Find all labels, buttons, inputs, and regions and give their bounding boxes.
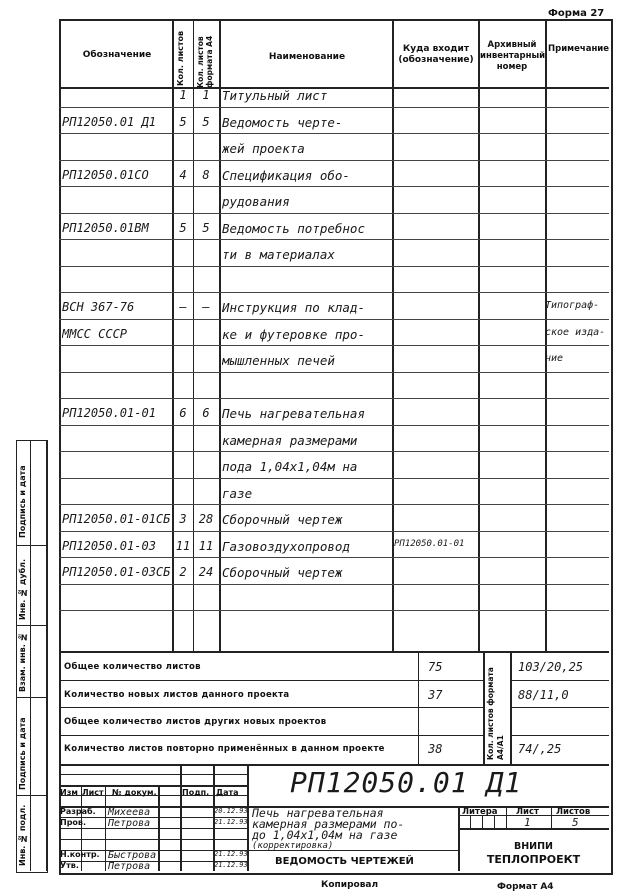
row-line — [59, 610, 609, 611]
cell-designation: РП12050.01-03СБ — [62, 565, 171, 579]
cell-designation: РП12050.01-01СБ — [62, 512, 171, 526]
cell-designation: ММСС СССР — [62, 326, 128, 341]
sheets-label: Листов — [556, 807, 591, 817]
footer-copied: Копировал — [321, 880, 379, 890]
row-line — [59, 584, 609, 585]
description-line: до 1,04х1,04м на газе — [252, 828, 398, 842]
row-line — [59, 398, 609, 399]
cell-name: жей проекта — [222, 141, 305, 156]
cell-a4-count: 28 — [198, 512, 214, 526]
header-a4-sheet-count: Кол. листов формата А4 — [196, 35, 214, 88]
cell-sheet-count: 3 — [179, 512, 187, 526]
cell-note: ское изда- — [545, 326, 606, 338]
cell-name: Ведомость потребнос — [222, 220, 365, 236]
cell-a4-count: 1 — [202, 88, 210, 102]
cell-name: Ведомость черте- — [222, 114, 343, 130]
tb-line — [458, 828, 609, 830]
row-line — [59, 213, 609, 214]
tb-role-label: Н.контр. — [60, 850, 100, 859]
tb-role-date: 21.12.93 — [214, 861, 248, 869]
cell-name: мышленных печей — [222, 353, 335, 368]
tb-role-name: Петрова — [108, 818, 151, 829]
side-stamp-line — [16, 795, 46, 796]
side-stamp-orig-inv: Инв. № подл. — [18, 804, 27, 866]
cell-name: Инструкция по клад- — [222, 300, 365, 315]
row-line — [59, 266, 609, 267]
side-stamp-line — [16, 697, 46, 698]
cell-a4-count: 8 — [202, 167, 210, 182]
header-archive-number: Архивный инвентарный номер — [480, 40, 546, 72]
summary-top-line — [59, 651, 609, 653]
summary-label-reused: Количество листов повторно применённых в данном проекте — [64, 744, 385, 754]
form-label: Форма 27 — [548, 8, 605, 19]
summary-row-line — [510, 707, 609, 708]
side-stamp-sign-date-1: Подпись и дата — [18, 465, 27, 538]
row-line — [59, 531, 609, 532]
summary-label-total: Общее количество листов — [64, 662, 201, 672]
summary-row-line — [510, 680, 609, 681]
document-code: РП12050.01 Д1 — [290, 766, 523, 799]
document-description — [252, 808, 404, 852]
tb-line — [59, 839, 247, 840]
header-where-used: Куда входит (обозначение) — [398, 44, 474, 65]
header-sheet-count: Кол. листов — [176, 30, 185, 86]
tb-divider — [506, 806, 507, 828]
cell-where-used: РП12050.01-01 — [394, 538, 465, 549]
side-stamp-line — [16, 545, 46, 546]
tb-role-label: Пров. — [60, 818, 87, 827]
summary-row-line — [59, 735, 483, 736]
row-line — [59, 292, 609, 293]
cell-a4-count: – — [202, 300, 210, 314]
cell-name: Сборочный чертеж — [222, 512, 343, 527]
tb-role-name: Быстрова — [108, 850, 157, 861]
cell-note: ние — [545, 353, 564, 364]
sheet-label: Лист — [516, 807, 539, 817]
cell-a4-count: 24 — [198, 565, 214, 579]
cell-a4-count: 5 — [202, 220, 210, 235]
cell-designation: РП12050.01СО — [62, 167, 149, 182]
org-name-line1: ВНИПИ — [513, 841, 554, 852]
tb-header-doc-no: № докум. — [112, 788, 157, 797]
side-stamp-line — [16, 625, 46, 626]
description-line: Печь нагревательная — [252, 806, 384, 820]
summary-value-reused: 38 — [428, 742, 443, 756]
tb-header-sign: Подп. — [182, 788, 210, 797]
side-stamp-replace-inv: Взам. инв. № — [18, 632, 27, 692]
cell-designation: РП12050.01-01 — [62, 406, 156, 420]
row-line — [59, 504, 609, 505]
cell-sheet-count: 6 — [179, 406, 187, 420]
row-line — [59, 107, 609, 108]
cell-note: Типограф- — [545, 300, 600, 311]
litera-label: Литера — [462, 807, 498, 817]
cell-a4-count: 11 — [198, 538, 214, 553]
tb-role-label: Утв. — [60, 861, 79, 870]
cell-sheet-count: 5 — [179, 220, 187, 235]
cell-designation: РП12050.01-03 — [62, 538, 156, 553]
cell-sheet-count: 4 — [179, 167, 187, 182]
cell-name: ти в материалах — [222, 247, 335, 262]
cell-name: пода 1,04х1,04м на — [222, 459, 358, 474]
tb-role-date: 21.12.93 — [214, 818, 248, 826]
side-stamp-divider — [30, 440, 31, 871]
cell-designation: РП12050.01ВМ — [62, 220, 149, 235]
header-name: Наименование — [268, 52, 346, 62]
row-line — [59, 372, 609, 373]
tb-header-izm: Изм — [60, 788, 78, 797]
footer-format: Формат А4 — [497, 882, 554, 892]
cell-name: Печь нагревательная — [222, 406, 365, 421]
document-title: ВЕДОМОСТЬ ЧЕРТЕЖЕЙ — [275, 856, 414, 867]
cell-name: Сборочный чертеж — [222, 565, 343, 580]
cell-name: рудования — [222, 194, 290, 209]
row-line — [59, 425, 609, 426]
cell-name: Титульный лист — [222, 88, 328, 103]
description-line: (корректировка) — [252, 841, 334, 851]
cell-designation: ВСН 367-76 — [62, 300, 135, 314]
tb-role-label: Разраб. — [60, 807, 96, 816]
cell-designation: РП12050.01 Д1 — [62, 114, 156, 129]
tb-role-date: 20.12.93 — [214, 807, 248, 815]
side-stamp-sign-date-2: Подпись и дата — [18, 717, 27, 790]
org-name-line2: ТЕПЛОПРОЕКТ — [486, 853, 581, 866]
row-line — [59, 345, 609, 346]
sheets-value: 5 — [572, 816, 579, 829]
cell-a4-count: 6 — [202, 406, 210, 420]
cell-sheet-count: 1 — [179, 88, 187, 102]
header-designation: Обозначение — [82, 50, 152, 60]
sheet-value: 1 — [524, 816, 531, 829]
description-line: камерная размерами по- — [252, 817, 405, 831]
summary-divider — [483, 651, 485, 764]
summary-value-new: 37 — [428, 688, 443, 702]
tb-header-date: Дата — [216, 788, 239, 797]
row-line — [59, 186, 609, 187]
tb-header-list: Лист — [82, 788, 104, 797]
summary-value2-total: 103/20,25 — [518, 660, 584, 674]
header-note: Примечание — [548, 44, 610, 54]
tb-role-name: Михеева — [108, 807, 151, 818]
cell-name: Спецификация обо- — [222, 167, 350, 183]
cell-sheet-count: 11 — [175, 538, 191, 553]
tb-role-name: Петрова — [108, 861, 151, 872]
summary-value2-reused: 74/,25 — [518, 742, 562, 756]
summary-row-line — [59, 680, 483, 681]
cell-sheet-count: 2 — [179, 565, 187, 579]
summary-row-line — [510, 735, 609, 736]
side-stamp-edge — [46, 440, 47, 871]
summary-value-total: 75 — [428, 660, 443, 674]
row-line — [59, 133, 609, 134]
summary-side-label: Кол. листов формата А4/А1 — [486, 667, 505, 760]
side-stamp-dup-inv: Инв. № дубл. — [18, 558, 27, 620]
row-line — [59, 478, 609, 479]
summary-row-line — [59, 707, 483, 708]
row-line — [59, 319, 609, 320]
row-line — [59, 451, 609, 452]
tb-divider — [551, 806, 552, 828]
tb-line — [59, 785, 247, 787]
row-line — [59, 557, 609, 558]
cell-sheet-count: 5 — [179, 114, 187, 129]
cell-name: Газовоздухопровод — [222, 538, 350, 554]
summary-value2-new: 88/11,0 — [518, 688, 569, 702]
tb-role-date: 21.12.93 — [214, 850, 248, 858]
cell-a4-count: 5 — [202, 114, 210, 129]
tb-line — [59, 774, 247, 775]
cell-name: газе — [222, 485, 253, 501]
summary-label-new: Количество новых листов данного проекта — [64, 690, 290, 700]
summary-label-other: Общее количество листов других новых проектов — [64, 717, 327, 727]
cell-sheet-count: – — [179, 300, 187, 314]
row-line — [59, 239, 609, 240]
row-line — [59, 160, 609, 161]
cell-name: камерная размерами — [222, 432, 358, 448]
tb-line — [59, 828, 247, 829]
cell-name: ке и футеровке про- — [222, 326, 365, 342]
